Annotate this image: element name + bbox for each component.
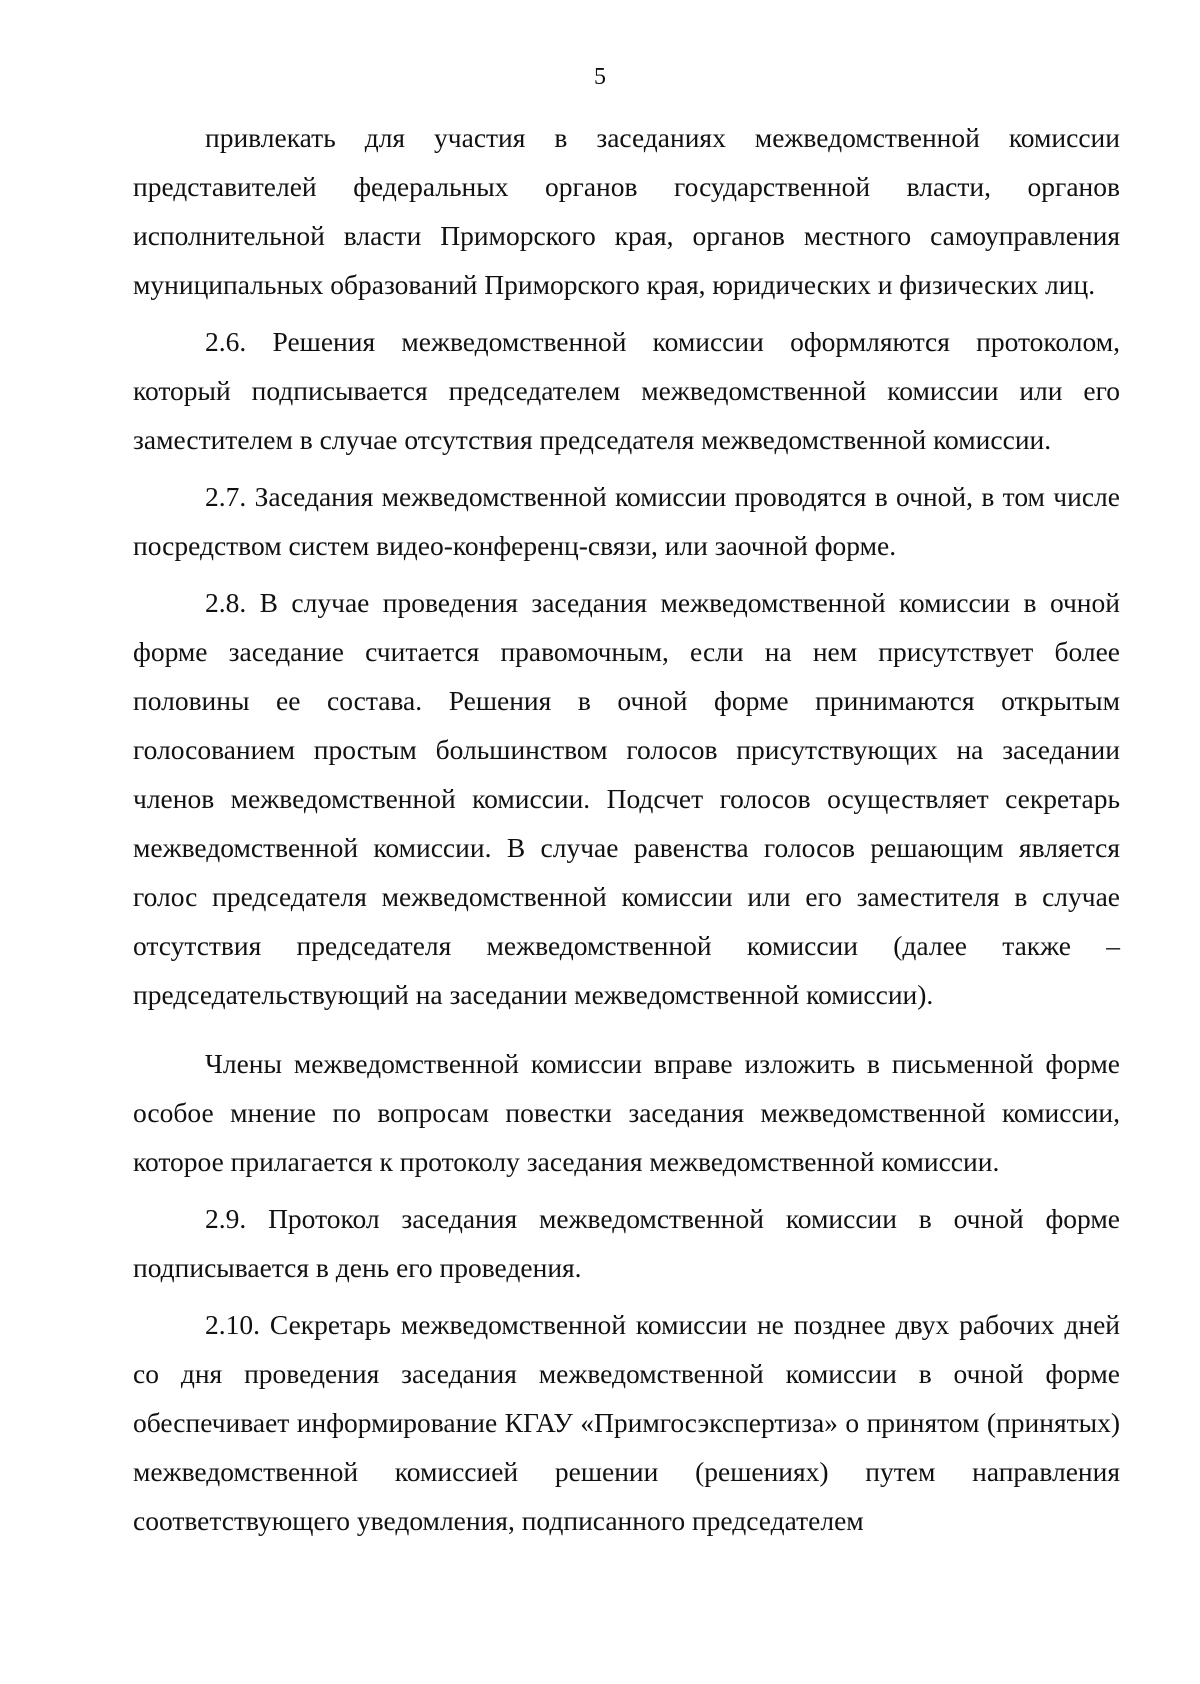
- paragraph-2-7: 2.7. Заседания межведомственной комиссии проводятся в очной, в том числе посредством систем видео-конференц-связи, или заочной форме.: [133, 481, 1120, 561]
- paragraph-2-8: 2.8. В случае проведения заседания межведомственной комиссии в очной форме заседание считается правомочным, если на нем присутствует более половины ее состава. Решения в очной форме принимаются открытым голосованием простым большинством голосов присутствующих на заседании членов межведомственной комиссии. Подсчет голосов осуществляет секретарь межведомственной комиссии. В случае равенства голосов решающим является голос председателя межведомственной комиссии или его заместителя в случае отсутствия председателя межведомственной комиссии (далее также – председательствующий на заседании межведомственной комиссии).: [133, 587, 1120, 1010]
- document-body: [133, 112, 1120, 1545]
- paragraph-2-10: 2.10. Секретарь межведомственной комиссии не позднее двух рабочих дней со дня проведения заседания межведомственной комиссии в очной форме обеспечивает информирование КГАУ «Примгосэкспертиза» о принятом (принятых) межведомственной комиссией решении (решениях) путем направления соответствующего уведомления, подписанного председателем: [133, 1309, 1120, 1536]
- page-number: 5: [594, 64, 606, 90]
- paragraph-2-6: 2.6. Решения межведомственной комиссии оформляются протоколом, который подписывается председателем межведомственной комиссии или его заместителем в случае отсутствия председателя межведомственной комиссии.: [133, 326, 1120, 455]
- paragraph-intro: привлекать для участия в заседаниях межведомственной комиссии представителей федеральных органов государственной власти, органов исполнительной власти Приморского края, органов местного самоуправления муниципальных образований Приморского края, юридических и физических лиц.: [133, 122, 1120, 300]
- paragraph-2-9: 2.9. Протокол заседания межведомственной комиссии в очной форме подписывается в день его проведения.: [133, 1203, 1120, 1283]
- paragraph-members: Члены межведомственной комиссии вправе изложить в письменной форме особое мнение по вопросам повестки заседания межведомственной комиссии, которое прилагается к протоколу заседания межведомственной комиссии.: [133, 1048, 1120, 1177]
